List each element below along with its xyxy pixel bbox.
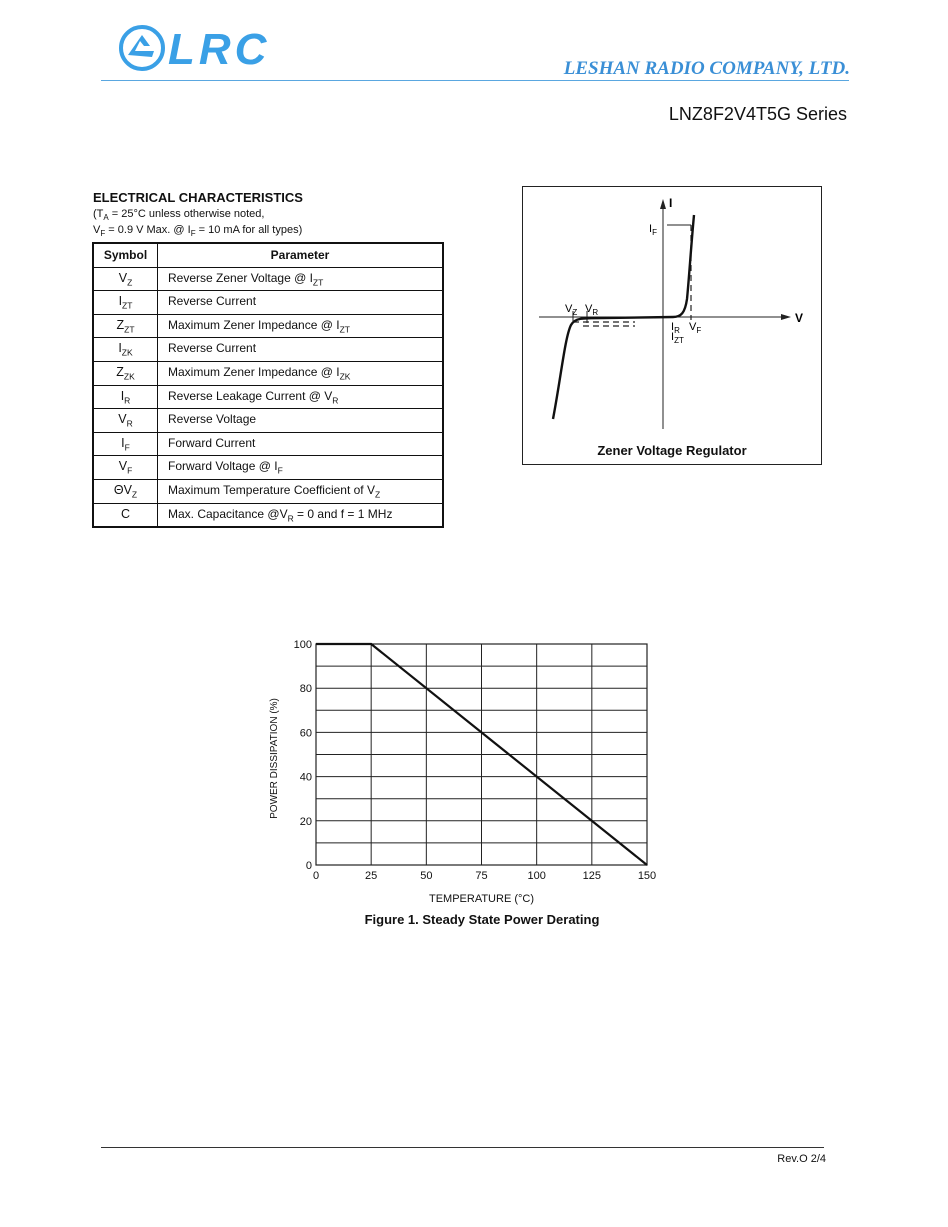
parameter-cell: Forward Current [158,432,444,456]
zener-iv-curve [523,187,821,464]
x-tick-label: 100 [527,870,546,882]
y-axis-label: POWER DISSIPATION (%) [269,698,280,819]
symbol-cell: $V_Z$ [93,267,158,291]
logo-text: LRC [168,25,271,74]
if-label: $I_F$ [649,223,657,237]
vr-label: $V_R$ [585,303,599,317]
series-title: LNZ8F2V4T5G Series [668,104,847,124]
revision-page: Rev.O 2/4 [777,1153,826,1165]
table-row [93,291,443,315]
parameter-cell: Max. Capacitance $@V_R = 0$ and f = 1 MHz [158,503,444,527]
parameter-cell: Reverse Zener Voltage @ $I_{ZT}$ [158,267,444,291]
y-tick-label: 0 [305,860,312,872]
table-row [93,385,443,409]
symbol-cell: $Z_{ZT}$ [93,314,158,338]
electrical-characteristics-title: ELECTRICAL CHARACTERISTICS [93,190,303,205]
x-tick-label: 0 [312,870,320,882]
symbol-cell: $I_F$ [93,432,158,456]
symbol-cell: $\Theta V_Z$ [93,479,158,503]
table-row [93,361,443,385]
lrc-logo-mark [116,24,176,72]
parameter-header: Parameter [158,243,444,267]
electrical-characteristics-table [92,242,444,528]
i-axis-arrow [660,199,666,209]
table-row [93,409,443,433]
izt-label: $I_{ZT}$ [671,331,684,345]
header-divider [101,80,849,81]
symbol-cell: C [93,503,158,527]
figure-caption: Figure 1. Steady State Power Derating [364,912,600,927]
symbol-cell: $I_{ZT}$ [93,291,158,315]
power-derating-chart [250,630,690,910]
x-tick-label: 125 [582,870,602,882]
vz-label: $V_Z$ [565,303,578,317]
table-row [93,456,443,480]
x-axis-label: TEMPERATURE (°C) [428,893,535,905]
parameter-cell: Reverse Current [158,291,444,315]
conditions-note-line-1: ($T_A = 25^\circ C$ unless otherwise noted, [93,208,265,223]
x-tick-label: 150 [637,870,657,882]
symbol-header: Symbol [93,243,158,267]
symbol-cell: $V_F$ [93,456,158,480]
table-row [93,432,443,456]
i-axis-label: I [669,196,673,210]
footer-divider [101,1147,824,1148]
table-row [93,479,443,503]
v-axis-label: V [795,311,804,325]
x-tick-label: 50 [420,870,433,882]
symbol-cell: $Z_{ZK}$ [93,361,158,385]
y-tick-label: 20 [299,815,312,828]
parameter-cell: Reverse Voltage [158,409,444,433]
symbol-cell: $V_R$ [93,409,158,433]
symbol-cell: $I_R$ [93,385,158,409]
conditions-note-line-2: $V_F = 0.9$ V Max. @ $I_F = 10$ mA for all types) [93,224,303,239]
x-tick-label: 75 [475,870,488,882]
y-tick-label: 100 [293,639,312,651]
parameter-cell: Maximum Zener Impedance @ $I_{ZT}$ [158,314,444,338]
company-name: LESHAN RADIO COMPANY, LTD. [563,58,850,79]
table-row [93,503,443,527]
zener-diagram-box [522,186,822,465]
table-row [93,314,443,338]
symbol-cell: $I_{ZK}$ [93,338,158,362]
table-row [93,338,443,362]
parameter-cell: Reverse Current [158,338,444,362]
y-tick-label: 60 [299,727,312,740]
v-axis-arrow [781,314,791,320]
zener-diagram-caption: Zener Voltage Regulator [597,443,747,458]
x-tick-label: 25 [365,870,378,882]
vf-label: $V_F$ [689,321,702,335]
y-tick-label: 40 [299,771,312,784]
table-row [93,267,443,291]
table-header-row [93,243,443,267]
parameter-cell: Forward Voltage @ $I_F$ [158,456,444,480]
parameter-cell: Reverse Leakage Current @ $V_R$ [158,385,444,409]
parameter-cell: Maximum Temperature Coefficient of $V_Z$ [158,479,444,503]
parameter-cell: Maximum Zener Impedance @ $I_{ZK}$ [158,361,444,385]
ir-label: $I_R$ [671,321,680,335]
y-tick-label: 80 [299,683,312,696]
